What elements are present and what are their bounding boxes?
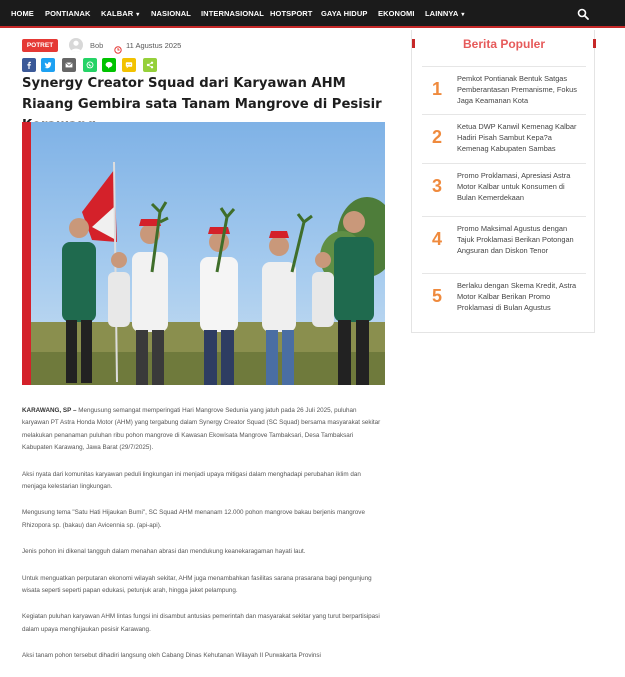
nav-label: INTERNASIONAL: [201, 9, 264, 18]
popular-item[interactable]: [422, 114, 586, 160]
paragraph: Untuk menguatkan perputaran ekonomi wilayah sekitar, AHM juga menambahkan fasilitas sarana prasarana bagi pengunjung wisata seperti seperti papan edukasi, petunjuk arah, hingga jaket pelampung.: [22, 574, 372, 595]
publish-date: 11 Agustus 2025: [126, 41, 182, 50]
clock-icon: [114, 41, 122, 49]
popular-item-link[interactable]: Ketua DWP Kanwil Kemenag Kalbar Hadiri Pisah Sambut Kepa?a Kemenag Kabupaten Sambas: [457, 122, 577, 153]
nav-label: HOTSPORT: [270, 9, 313, 18]
dateline: KARAWANG, SP –: [22, 407, 77, 414]
share-twitter-button[interactable]: [41, 58, 55, 72]
widget-header: [412, 33, 596, 51]
top-navigation-bar: [0, 0, 625, 28]
rank-number: 1: [432, 79, 443, 99]
author-name[interactable]: Bob: [90, 41, 104, 50]
popular-item[interactable]: [422, 66, 586, 112]
paragraph: Aksi nyata dari komunitas karyawan peduli lingkungan ini menjadi upaya mitigasi dalam menghadapi perubahan iklim dan menjaga kelestarian lingkungan.: [22, 470, 361, 491]
rank-number: 4: [432, 229, 443, 249]
chevron-down-icon: ▾: [136, 12, 140, 18]
share-facebook-button[interactable]: [22, 58, 36, 72]
facebook-icon: [25, 61, 33, 69]
nav-label: EKONOMI: [378, 9, 415, 18]
share-line-button[interactable]: [102, 58, 116, 72]
author-avatar: [69, 38, 83, 52]
rank-number: 2: [432, 127, 443, 147]
popular-item-link[interactable]: Pemkot Pontianak Bentuk Satgas Pemberantasan Premanisme, Fokus Jaga Keamanan Kota: [457, 74, 577, 105]
nav-item-hotsport[interactable]: [270, 0, 312, 26]
twitter-icon: [44, 61, 52, 69]
line-icon: [105, 61, 113, 69]
popular-item-link[interactable]: Berlaku dengan Skema Kredit, Astra Motor Kalbar Berikan Promo Proklamasi di Bulan Agustus: [457, 281, 577, 312]
rank-number: 5: [432, 286, 443, 306]
email-icon: [65, 61, 73, 69]
paragraph: Aksi tanam pohon tersebut dihadiri langsung oleh Cabang Dinas Kehutanan Wilayah II Purwakarta Provinsi: [22, 652, 321, 660]
paragraph: Jenis pohon ini dikenal tangguh dalam menahan abrasi dan mendukung keanekaragaman hayati laut.: [22, 548, 306, 556]
paragraph-text: Mengusung semangat memperingati Hari Mangrove Sedunia yang jatuh pada 26 Juli 2025, puluhan karyawan PT Astra Honda Motor (AHM) yang tergabung dalam Synergy Creator Squad (SC Squad) bersama masyarakat sekitar melakukan penanaman puluhan ribu pohon mangrove di Kawasan Ekowisata Mangrove Tambaksari, Desa Tambaksari Kabupaten Karawang, Jawa Barat (29/7/2025).: [22, 407, 381, 452]
chevron-down-icon: ▾: [461, 12, 465, 18]
share-sharethis-button[interactable]: [143, 58, 157, 72]
nav-item-kalbar[interactable]: [101, 0, 139, 26]
paragraph: Mengusung tema "Satu Hati Hijaukan Bumi", SC Squad AHM menanam 12.000 pohon mangrove bakau berjenis mangrove Rhizopora sp. (bakau) dan Avicennia sp. (api-api).: [22, 509, 365, 529]
nav-label: PONTIANAK: [45, 9, 91, 18]
search-icon[interactable]: [577, 7, 589, 19]
article-title: Synergy Creator Squad dari Karyawan AHM Riaang Gembira sata Tanam Mangrove di Pesisir: [22, 76, 382, 112]
widget-title: Berita Populer: [462, 37, 546, 51]
category-badge[interactable]: POTRET: [22, 39, 58, 52]
nav-item-ekonomi[interactable]: [378, 0, 415, 26]
nav-label: LAINNYA: [425, 9, 459, 18]
nav-label: KALBAR: [101, 9, 134, 18]
share-sms-button[interactable]: [122, 58, 136, 72]
popular-news-widget: [411, 30, 595, 333]
whatsapp-icon: [86, 61, 94, 69]
popular-item-link[interactable]: Promo Proklamasi, Apresiasi Astra Motor Kalbar untuk Konsumen di Bulan Kemerdekaan: [457, 171, 571, 202]
article-photo: [22, 122, 385, 385]
nav-label: GAYA HIDUP: [321, 9, 368, 18]
paragraph: Kegiatan puluhan karyawan AHM lintas fungsi ini disambut antusias pemerintah dan masyarakat sekitar yang turut berpartisipasi dalam upaya menghijaukan pesisir Karawang.: [22, 613, 380, 633]
nav-item-nasional[interactable]: [151, 0, 191, 26]
rank-number: 3: [432, 176, 443, 196]
nav-item-pontianak[interactable]: [45, 0, 90, 26]
sms-icon: [125, 61, 133, 69]
share-icon: [146, 61, 154, 69]
share-whatsapp-button[interactable]: [83, 58, 97, 72]
nav-item-home[interactable]: [11, 0, 34, 26]
popular-item[interactable]: [422, 216, 586, 262]
popular-item-link[interactable]: Promo Maksimal Agustus dengan Tajuk Proklamasi Berikan Potongan Angsuran dan Diskon Tenor: [457, 224, 574, 255]
nav-item-gaya-hidup[interactable]: [321, 0, 367, 26]
nav-item-internasional[interactable]: [201, 0, 264, 26]
article-body: [22, 405, 385, 677]
share-email-button[interactable]: [62, 58, 76, 72]
paragraph: [22, 405, 385, 455]
popular-item[interactable]: [422, 163, 586, 209]
nav-item-lainnya[interactable]: [425, 0, 464, 26]
nav-label: HOME: [11, 9, 34, 18]
popular-item[interactable]: [422, 273, 586, 319]
nav-label: NASIONAL: [151, 9, 191, 18]
header-accent-right: [593, 39, 596, 48]
